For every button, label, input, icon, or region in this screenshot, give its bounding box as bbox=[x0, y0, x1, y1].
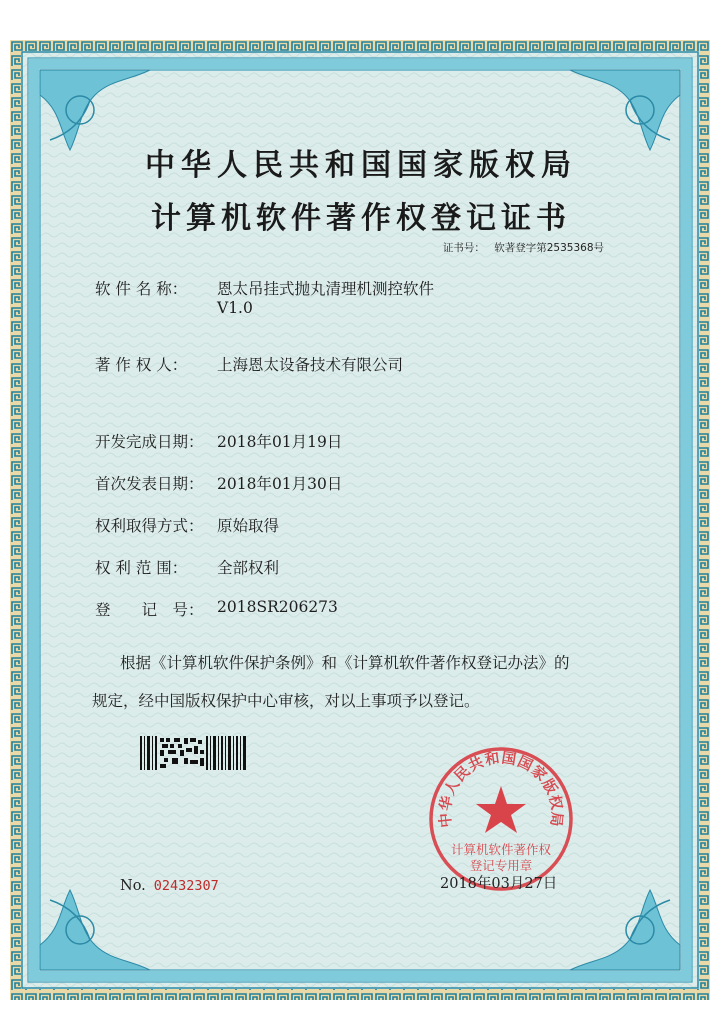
seal-line-2: 登记专用章 bbox=[469, 858, 533, 873]
acquire-label: 权利取得方式： bbox=[95, 517, 204, 535]
reg-no-value: 2018SR206273 bbox=[217, 598, 338, 616]
issuer-title: 中华人民共和国国家版权局 bbox=[145, 148, 577, 183]
statement-paragraph bbox=[92, 644, 652, 720]
acquire-row bbox=[95, 514, 279, 536]
pub-date-value: 2018年01月30日 bbox=[217, 475, 343, 493]
acquire-value: 原始取得 bbox=[217, 517, 280, 535]
serial-number bbox=[120, 878, 219, 894]
owner-value: 上海恩太设备技术有限公司 bbox=[217, 356, 404, 374]
certificate-number bbox=[437, 240, 604, 255]
seal-arc-text: 中华人民共和国国家版权局 bbox=[437, 750, 565, 829]
serial-number-value: 02432307 bbox=[153, 878, 219, 894]
statement-line-2: 规定，经中国版权保护中心审核，对以上事项予以登记。 bbox=[92, 692, 480, 710]
barcode-image bbox=[140, 736, 246, 770]
owner-label: 著 作 权 人： bbox=[95, 356, 188, 374]
issue-date: 2018年03月27日 bbox=[440, 876, 558, 892]
pub-date-row bbox=[95, 472, 342, 494]
certificate-number-label: 证书号： bbox=[442, 242, 485, 254]
certificate-title: 计算机软件著作权登记证书 bbox=[151, 201, 571, 236]
pub-date-label: 首次发表日期： bbox=[95, 475, 204, 493]
dev-date-row bbox=[95, 430, 342, 452]
scope-row bbox=[95, 556, 279, 578]
reg-no-row bbox=[95, 598, 338, 620]
statement-line-1: 根据《计算机软件保护条例》和《计算机软件著作权登记办法》的 bbox=[120, 654, 570, 672]
software-name-text: 恩太吊挂式抛丸清理机测控软件 bbox=[217, 280, 435, 298]
scope-label: 权 利 范 围： bbox=[95, 559, 188, 577]
software-name-value bbox=[217, 277, 434, 317]
certificate-number-value: 软著登字第2535368号 bbox=[494, 242, 604, 254]
software-version: V1.0 bbox=[217, 299, 253, 317]
dev-date-value: 2018年01月19日 bbox=[217, 433, 343, 451]
dev-date-label: 开发完成日期： bbox=[95, 433, 204, 451]
owner-row bbox=[95, 353, 403, 375]
seal-line-1: 计算机软件著作权 bbox=[450, 842, 552, 857]
scope-value: 全部权利 bbox=[217, 559, 280, 577]
reg-no-label: 登 记 号： bbox=[95, 601, 204, 619]
software-name-row bbox=[95, 277, 434, 317]
software-name-label: 软 件 名 称： bbox=[95, 280, 188, 298]
serial-number-label: No. bbox=[120, 878, 146, 894]
